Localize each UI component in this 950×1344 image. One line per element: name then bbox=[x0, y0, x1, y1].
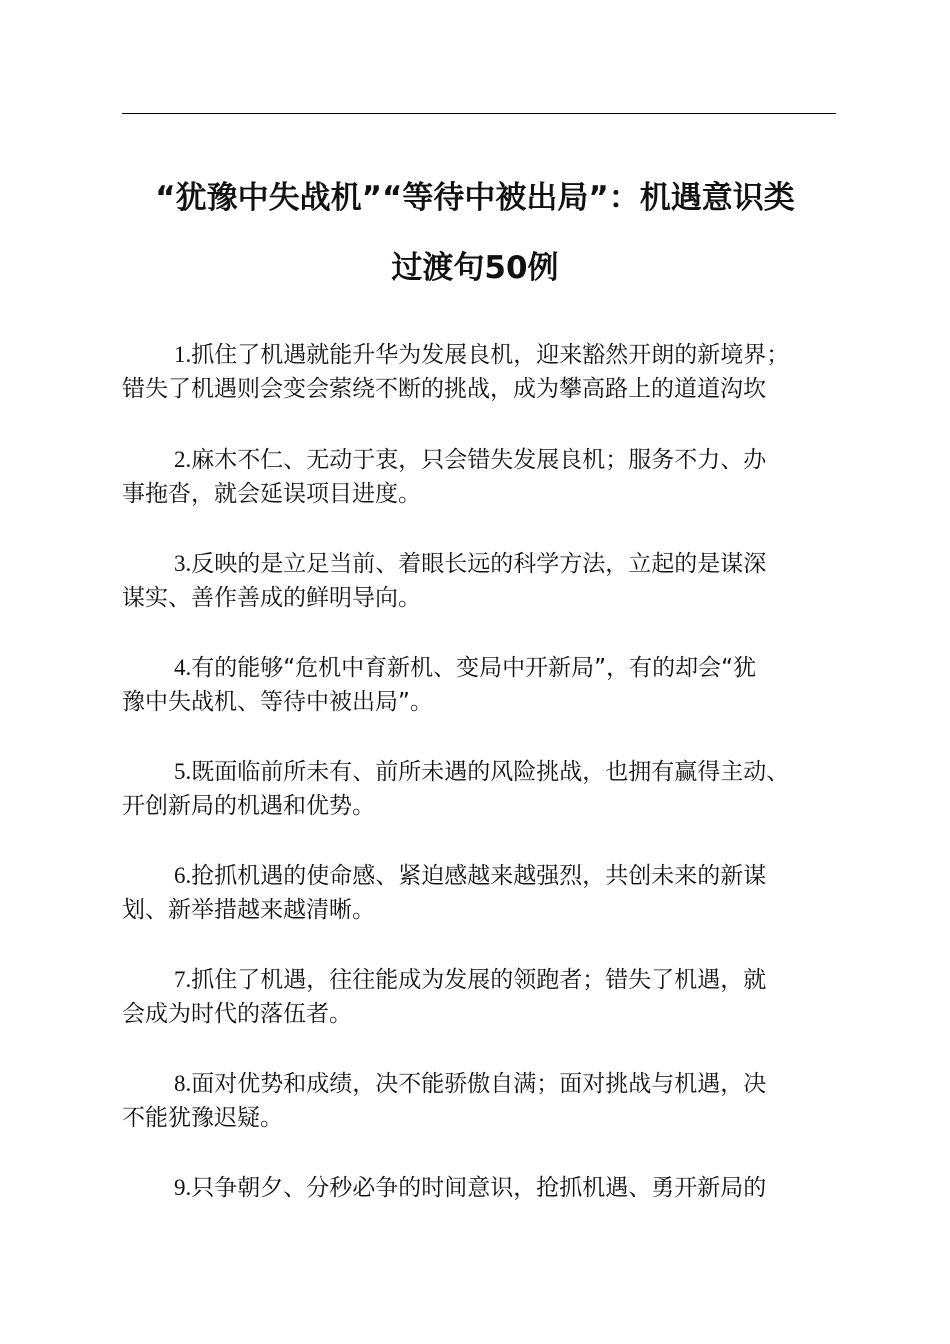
item-text: 只争朝夕、分秒必争的时间意识，抢抓机遇、勇开新局的 bbox=[191, 1175, 767, 1201]
item-text: 反映的是立足当前、着眼长远的科学方法，立起的是谋深 bbox=[191, 551, 767, 577]
item-line: 会成为时代的落伍者。 bbox=[122, 1001, 352, 1027]
item-line: 划、新举措越来越清晰。 bbox=[122, 897, 375, 923]
item-line bbox=[122, 443, 862, 477]
list-item-2 bbox=[122, 443, 862, 511]
item-line bbox=[122, 547, 862, 581]
item-text: 麻木不仁、无动于衷，只会错失发展良机；服务不力、办 bbox=[191, 447, 767, 473]
list-item-1 bbox=[122, 338, 862, 406]
header-rule bbox=[122, 113, 836, 114]
item-number: 9. bbox=[174, 1175, 192, 1200]
item-line bbox=[122, 755, 862, 789]
list-item-7 bbox=[122, 963, 862, 1031]
item-line: 不能犹豫迟疑。 bbox=[122, 1105, 283, 1131]
list-item-5 bbox=[122, 755, 862, 823]
item-line: 错失了机遇则会变会萦绕不断的挑战，成为攀高路上的道道沟坎 bbox=[122, 376, 766, 402]
item-line: 事拖沓，就会延误项目进度。 bbox=[122, 481, 421, 507]
item-text: 抓住了机遇就能升华为发展良机，迎来豁然开朗的新境界； bbox=[191, 342, 790, 368]
item-number: 1. bbox=[174, 342, 192, 367]
item-line: 开创新局的机遇和优势。 bbox=[122, 793, 375, 819]
item-line bbox=[122, 963, 862, 997]
item-text: 有的能够“危机中育新机、变局中开新局”，有的却会“犹 bbox=[191, 655, 756, 681]
item-text: 抢抓机遇的使命感、紧迫感越来越强烈，共创未来的新谋 bbox=[191, 863, 767, 889]
item-number: 5. bbox=[174, 759, 192, 784]
list-item-3 bbox=[122, 547, 862, 615]
item-number: 6. bbox=[174, 863, 192, 888]
item-number: 4. bbox=[174, 655, 192, 680]
item-text: 抓住了机遇，往往能成为发展的领跑者；错失了机遇，就 bbox=[191, 967, 767, 993]
item-line: 谋实、善作善成的鲜明导向。 bbox=[122, 585, 421, 611]
item-number: 2. bbox=[174, 447, 192, 472]
item-line: 豫中失战机、等待中被出局”。 bbox=[122, 689, 433, 715]
document-title-line-2: 过渡句50例 bbox=[391, 250, 559, 286]
item-line bbox=[122, 338, 862, 372]
list-item-6 bbox=[122, 859, 862, 927]
item-number: 3. bbox=[174, 551, 192, 576]
item-number: 7. bbox=[174, 967, 192, 992]
item-line bbox=[122, 859, 862, 893]
item-line bbox=[122, 1171, 862, 1205]
item-number: 8. bbox=[174, 1071, 192, 1096]
item-line bbox=[122, 651, 862, 685]
list-item-8 bbox=[122, 1067, 862, 1135]
document-title-line-1: “犹豫中失战机”“等待中被出局”：机遇意识类 bbox=[155, 180, 795, 216]
list-item-4 bbox=[122, 651, 862, 719]
item-text: 面对优势和成绩，决不能骄傲自满；面对挑战与机遇，决 bbox=[191, 1071, 767, 1097]
item-line bbox=[122, 1067, 862, 1101]
list-item-9 bbox=[122, 1171, 862, 1205]
item-text: 既面临前所未有、前所未遇的风险挑战，也拥有赢得主动、 bbox=[191, 759, 790, 785]
